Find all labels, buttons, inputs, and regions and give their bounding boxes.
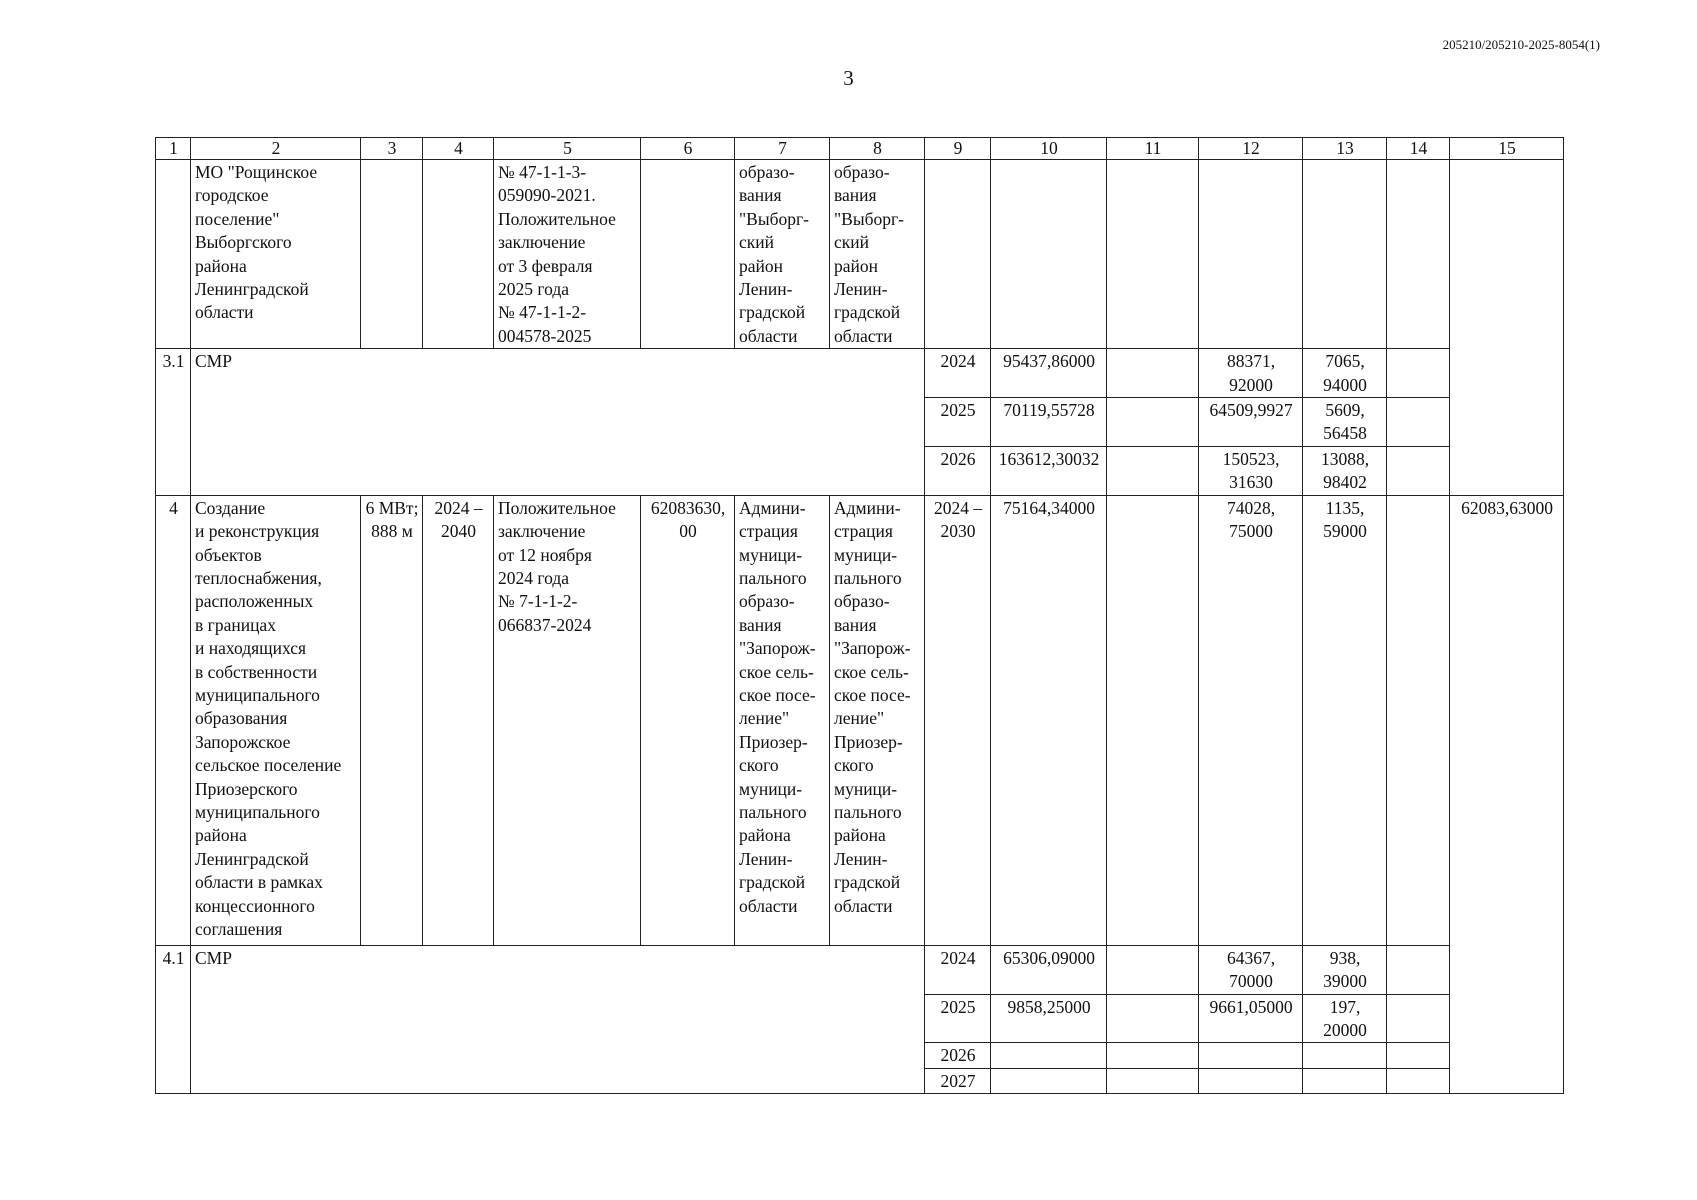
column-header: 13 xyxy=(1303,138,1387,160)
cell-col14 xyxy=(1387,1043,1450,1068)
cell-col13: 5609, 56458 xyxy=(1303,398,1387,447)
column-header: 8 xyxy=(830,138,925,160)
budget-table xyxy=(155,137,1564,1094)
cell-executor: образо- вания "Выборг- ский район Ленин- градской области xyxy=(830,160,925,349)
cell-period: 2024 – 2040 xyxy=(423,495,494,945)
cell-object-name: Создание и реконструкция объектов теплоснабжения, расположенных в границах и находящихся в собственности муниципального образования Запорожское сельское поселение Приозерского муниципального района Ленинградской области в рамках концессионного соглашения xyxy=(191,495,361,945)
column-header: 4 xyxy=(423,138,494,160)
cell-col11 xyxy=(1107,945,1199,994)
cell-number: 3.1 xyxy=(156,349,191,495)
cell-col12: 64509,9927 xyxy=(1199,398,1303,447)
cell-col14 xyxy=(1387,398,1450,447)
page-number: 3 xyxy=(843,66,854,90)
column-header: 2 xyxy=(191,138,361,160)
cell-col12 xyxy=(1199,1068,1303,1093)
cell-year: 2026 xyxy=(925,446,991,495)
cell-col11 xyxy=(1107,398,1199,447)
column-header: 11 xyxy=(1107,138,1199,160)
column-header: 6 xyxy=(641,138,735,160)
table-row xyxy=(156,945,1564,994)
cell-year: 2026 xyxy=(925,1043,991,1068)
cell-number xyxy=(156,160,191,349)
cell-col13: 197, 20000 xyxy=(1303,994,1387,1043)
column-header: 14 xyxy=(1387,138,1450,160)
cell-col12: 150523, 31630 xyxy=(1199,446,1303,495)
cell-col11 xyxy=(1107,446,1199,495)
cell-col12 xyxy=(1199,160,1303,349)
cell-col14 xyxy=(1387,160,1450,349)
cell-col12: 88371, 92000 xyxy=(1199,349,1303,398)
table-row xyxy=(156,160,1564,349)
cell-col11 xyxy=(1107,1043,1199,1068)
cell-customer: Админи- страция муници- пального образо- вания "Запорож- ское сель- ское посе- ление" Приозер- ского муници- пального района Ленин- градской области xyxy=(735,495,830,945)
cell-total: 65306,09000 xyxy=(991,945,1107,994)
cell-col12 xyxy=(1199,1043,1303,1068)
cell-col13 xyxy=(1303,160,1387,349)
cell-capacity xyxy=(361,160,423,349)
cell-year: 2027 xyxy=(925,1068,991,1093)
cell-col13: 7065, 94000 xyxy=(1303,349,1387,398)
cell-col14 xyxy=(1387,994,1450,1043)
column-header: 7 xyxy=(735,138,830,160)
cell-total: 75164,34000 xyxy=(991,495,1107,945)
column-header: 5 xyxy=(494,138,641,160)
cell-col12: 64367, 70000 xyxy=(1199,945,1303,994)
column-header: 9 xyxy=(925,138,991,160)
cell-total: 95437,86000 xyxy=(991,349,1107,398)
cell-object-name: СМР xyxy=(191,349,925,495)
column-header: 3 xyxy=(361,138,423,160)
cell-total xyxy=(991,1043,1107,1068)
cell-col11 xyxy=(1107,160,1199,349)
cell-expertise: № 47-1-1-3- 059090-2021. Положительное заключение от 3 февраля 2025 года № 47-1-1-2- 004578-2025 xyxy=(494,160,641,349)
column-header: 1 xyxy=(156,138,191,160)
cell-year: 2024 xyxy=(925,945,991,994)
column-header: 15 xyxy=(1450,138,1564,160)
table-row xyxy=(156,349,1564,398)
cell-number: 4 xyxy=(156,495,191,945)
cell-year: 2025 xyxy=(925,398,991,447)
cell-col15: 62083,63000 xyxy=(1450,495,1564,1093)
cell-col11 xyxy=(1107,994,1199,1043)
cell-total: 70119,55728 xyxy=(991,398,1107,447)
cell-executor: Админи- страция муници- пального образо- вания "Запорож- ское сель- ское посе- ление" Приозер- ского муници- пального района Ленин- градской области xyxy=(830,495,925,945)
cell-year xyxy=(925,160,991,349)
table-row xyxy=(156,495,1564,945)
cell-total xyxy=(991,160,1107,349)
cell-col13: 938, 39000 xyxy=(1303,945,1387,994)
cell-col13 xyxy=(1303,1043,1387,1068)
column-header: 12 xyxy=(1199,138,1303,160)
cell-col14 xyxy=(1387,495,1450,945)
cell-col11 xyxy=(1107,495,1199,945)
cell-col13 xyxy=(1303,1068,1387,1093)
cell-total xyxy=(991,1068,1107,1093)
cell-number: 4.1 xyxy=(156,945,191,1093)
cell-expertise: Положительное заключение от 12 ноября 2024 года № 7-1-1-2- 066837-2024 xyxy=(494,495,641,945)
cell-col12: 9661,05000 xyxy=(1199,994,1303,1043)
cell-col14 xyxy=(1387,945,1450,994)
cell-col12: 74028, 75000 xyxy=(1199,495,1303,945)
cell-col14 xyxy=(1387,1068,1450,1093)
cell-col13: 1135, 59000 xyxy=(1303,495,1387,945)
cell-total: 163612,30032 xyxy=(991,446,1107,495)
cell-col13: 13088, 98402 xyxy=(1303,446,1387,495)
cell-capacity: 6 МВт; 888 м xyxy=(361,495,423,945)
cell-total: 9858,25000 xyxy=(991,994,1107,1043)
cell-object-name: СМР xyxy=(191,945,925,1093)
cell-col15 xyxy=(1450,160,1564,496)
cell-col14 xyxy=(1387,349,1450,398)
document-id: 205210/205210-2025-8054(1) xyxy=(1442,37,1600,52)
cell-year: 2024 xyxy=(925,349,991,398)
cell-period xyxy=(423,160,494,349)
cell-year: 2024 – 2030 xyxy=(925,495,991,945)
cell-object-name: МО "Рощинское городское поселение" Выборгского района Ленинградской области xyxy=(191,160,361,349)
column-header: 10 xyxy=(991,138,1107,160)
cell-customer: образо- вания "Выборг- ский район Ленин- градской области xyxy=(735,160,830,349)
cell-col14 xyxy=(1387,446,1450,495)
cell-year: 2025 xyxy=(925,994,991,1043)
cell-col11 xyxy=(1107,349,1199,398)
cell-cost: 62083630, 00 xyxy=(641,495,735,945)
cell-cost xyxy=(641,160,735,349)
column-number-row xyxy=(156,138,1564,160)
cell-col11 xyxy=(1107,1068,1199,1093)
